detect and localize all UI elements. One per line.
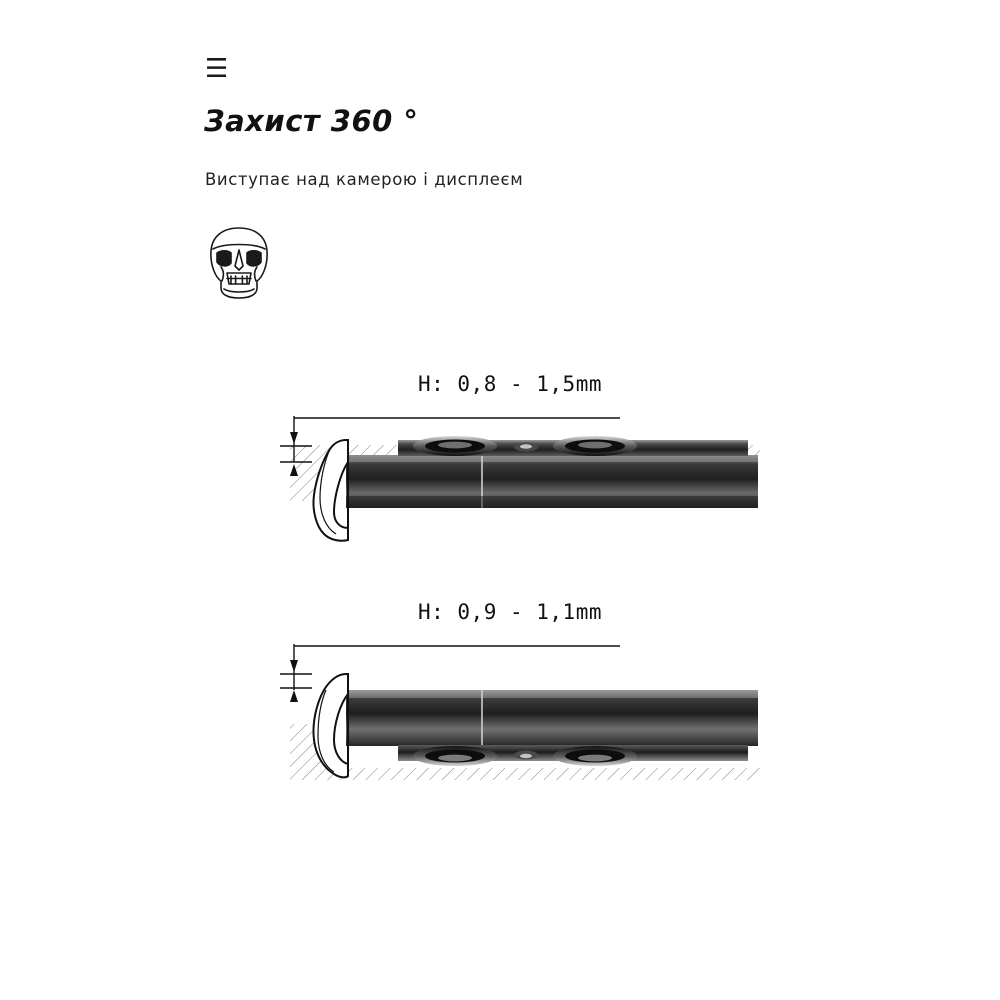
camera-protrusion-drawing <box>250 400 770 585</box>
menu-icon[interactable]: ☰ <box>205 54 229 84</box>
figure-camera-protrusion <box>250 372 770 572</box>
page-subtitle: Виступає над камерою і дисплеєм <box>205 170 524 189</box>
dimension-label-camera: H: 0,8 - 1,5mm <box>417 372 602 396</box>
display-protrusion-drawing <box>250 628 770 823</box>
stormtrooper-helmet-logo <box>200 226 278 300</box>
figure-display-protrusion <box>250 600 770 805</box>
page-title: Захист 360 ° <box>204 104 419 138</box>
dimension-label-display: H: 0,9 - 1,1mm <box>417 600 602 624</box>
